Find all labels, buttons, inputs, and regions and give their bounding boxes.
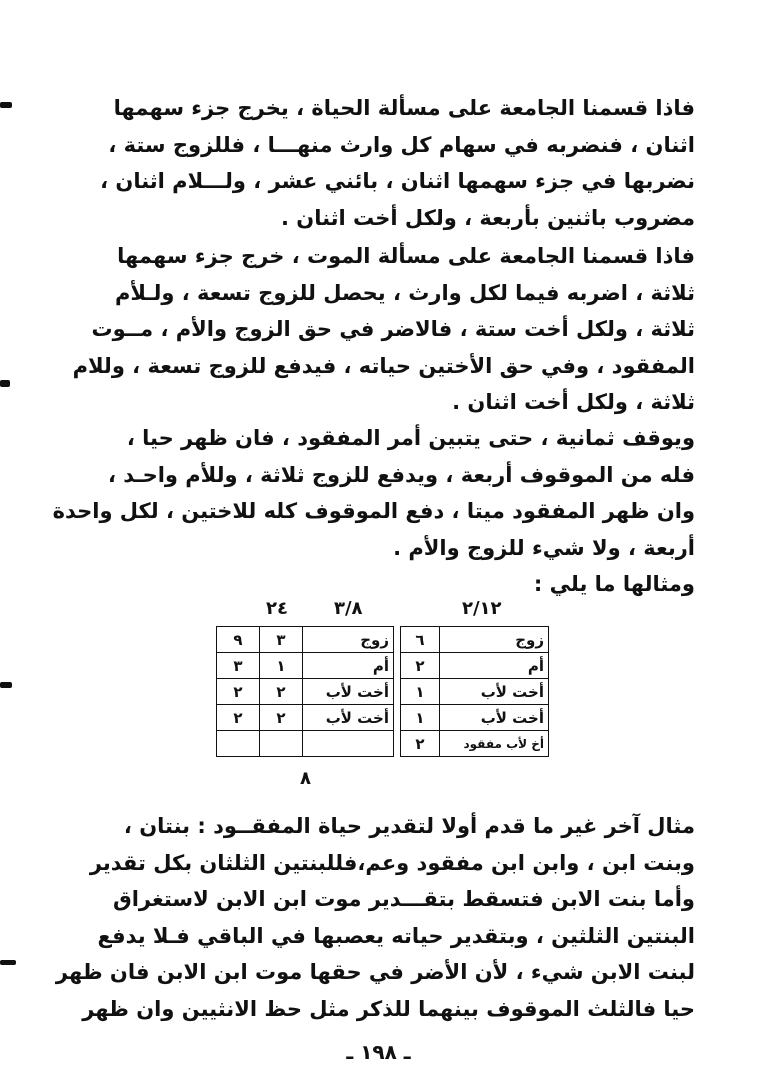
text-line: مضروب باثنين بأربعة ، ولكل أخت اثنان . [280, 205, 695, 230]
heir-name: أم [440, 653, 549, 679]
paragraph-4 [57, 808, 695, 1028]
table-header-death: ٣/٨ [334, 598, 363, 619]
paragraph-1 [57, 90, 695, 236]
share-death: ٣ [260, 627, 303, 653]
table-header-row [216, 598, 570, 624]
text-line: ويوقف ثمانية ، حتى يتبين أمر المفقود ، فان ظهر حيا ، [126, 426, 695, 450]
share-combined [217, 731, 260, 757]
share-life: ٢ [401, 653, 440, 679]
table-footnote-number: ٨ [300, 768, 311, 789]
table-row [217, 653, 549, 679]
scan-mark [0, 102, 12, 108]
share-combined: ٣ [217, 653, 260, 679]
table-header-life: ٢/١٢ [462, 598, 502, 619]
heir-name: أخت لأب [440, 679, 549, 705]
scan-mark [0, 682, 12, 688]
text-line: وأما بنت الابن فتسقط بتقـــدير موت ابن الابن لاستغراق [112, 887, 695, 912]
heir-name: أم [303, 653, 394, 679]
text-line: فله من الموقوف أربعة ، ويدفع للزوج ثلاثة ، وللأم واحـد ، [107, 462, 695, 487]
text-line: ثلاثة ، ولكل أخت اثنان . [452, 390, 695, 415]
text-line: وبنت ابن ، وابن ابن مفقود وعم،فللبنتين الثلثان بكل تقدير [89, 850, 695, 875]
heir-name [303, 731, 394, 757]
text-line: نضربها في جزء سهمها اثنان ، بائني عشر ، ولـــلام اثنان ، [100, 169, 695, 194]
share-combined: ٢ [217, 705, 260, 731]
share-death: ١ [260, 653, 303, 679]
scan-mark [0, 380, 10, 387]
inheritance-table [216, 626, 549, 757]
text-line: ثلاثة ، ولكل أخت ستة ، فالاضر في حق الزوج والأم ، مــوت [91, 317, 695, 342]
text-line: وان ظهر المفقود ميتا ، دفع الموقوف كله للاختين ، لكل واحدة [52, 499, 695, 524]
paragraph-3 [52, 420, 695, 603]
text-line: فاذا قسمنا الجامعة على مسألة الموت ، خرج جزء سهمها [117, 244, 695, 268]
heir-name: زوج [440, 627, 549, 653]
text-line: لبنت الابن شيء ، لأن الأضر في حقها موت ابن الابن فان ظهر [55, 960, 695, 985]
share-death: ٢ [260, 705, 303, 731]
page-number: ـ ١٩٨ ـ [346, 1040, 411, 1064]
text-line: اثنان ، فنضربه في سهام كل وارث منهـــا ، فللزوج ستة ، [108, 132, 695, 157]
paragraph-2 [57, 238, 695, 421]
table-row [217, 705, 549, 731]
text-line: البنتين الثلثين ، وبتقدير حياته يعصبها في الباقي فـلا يدفع [97, 923, 695, 948]
table-row [217, 679, 549, 705]
scan-mark [0, 960, 16, 965]
heir-name: أخ لأب مفقود [440, 731, 549, 757]
text-line: مثال آخر غير ما قدم أولا لتقدير حياة المفقــود : بنتان ، [123, 814, 695, 838]
share-life: ١ [401, 679, 440, 705]
share-combined: ٢ [217, 679, 260, 705]
table-row [217, 731, 549, 757]
share-death [260, 731, 303, 757]
text-line: حيا فالثلث الموقوف بينهما للذكر مثل حظ الانثيين وان ظهر [82, 996, 695, 1021]
text-line: ومثالها ما يلي : [533, 572, 695, 597]
heir-name: أخت لأب [303, 705, 394, 731]
heir-name: أخت لأب [303, 679, 394, 705]
text-line: فاذا قسمنا الجامعة على مسألة الحياة ، يخرج جزء سهمها [113, 96, 695, 120]
text-line: ثلاثة ، اضربه فيما لكل وارث ، يحصل للزوج تسعة ، ولـلأم [114, 280, 695, 305]
text-line: أربعة ، ولا شيء للزوج والأم . [393, 535, 695, 560]
share-life: ١ [401, 705, 440, 731]
share-death: ٢ [260, 679, 303, 705]
heir-name: زوج [303, 627, 394, 653]
share-combined: ٩ [217, 627, 260, 653]
table-header-combined: ٢٤ [266, 598, 288, 619]
text-line: المفقود ، وفي حق الأختين حياته ، فيدفع للزوج تسعة ، وللام [72, 353, 695, 378]
table-row [217, 627, 549, 653]
heir-name: أخت لأب [440, 705, 549, 731]
share-life: ٢ [401, 731, 440, 757]
share-life: ٦ [401, 627, 440, 653]
